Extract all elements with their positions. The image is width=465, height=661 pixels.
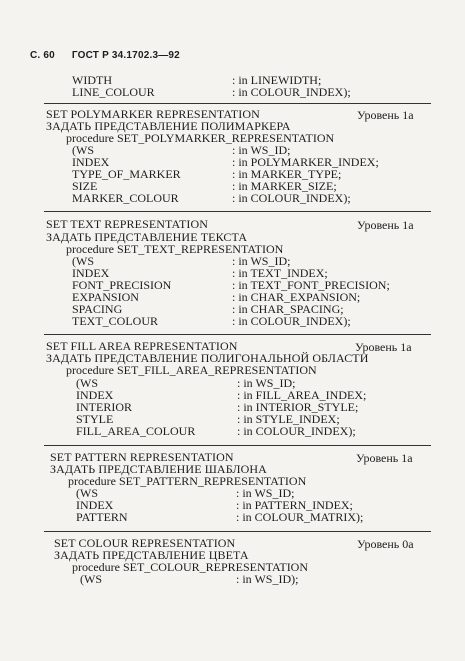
param-name: TEXT_COLOUR	[72, 314, 158, 328]
param-type: : in COLOUR_INDEX);	[237, 424, 356, 438]
section-title: SET FILL AREA REPRESENTATION	[46, 339, 238, 353]
param-name: PATTERN	[76, 510, 128, 524]
procedure-signature: procedure SET_FILL_AREA_REPRESENTATION	[66, 363, 317, 377]
param-type: : in LINEWIDTH;	[232, 73, 322, 87]
section-divider	[44, 445, 431, 446]
param-name: STYLE	[76, 412, 114, 426]
page-header	[30, 50, 194, 61]
param-name: FONT_PRECISION	[72, 278, 172, 292]
param-type: : in WS_ID;	[236, 486, 295, 500]
param-name: SPACING	[72, 302, 123, 316]
section-divider	[44, 531, 431, 532]
param-name: INDEX	[76, 498, 114, 512]
section-divider	[44, 211, 431, 212]
param-name: EXPANSION	[72, 290, 139, 304]
section-title: SET POLYMARKER REPRESENTATION	[46, 107, 260, 121]
level-label: Уровень 0а	[357, 537, 414, 551]
param-name: INTERIOR	[76, 400, 132, 414]
param-name: LINE_COLOUR	[72, 85, 155, 99]
param-name: SIZE	[72, 179, 98, 193]
param-type: : in COLOUR_MATRIX);	[236, 510, 364, 524]
param-type: : in COLOUR_INDEX);	[232, 191, 351, 205]
param-name: INDEX	[72, 266, 110, 280]
param-type: : in POLYMARKER_INDEX;	[232, 155, 379, 169]
param-name: MARKER_COLOUR	[72, 191, 179, 205]
procedure-signature: procedure SET_TEXT_REPRESENTATION	[66, 242, 284, 256]
param-name: (WS	[76, 376, 98, 390]
param-type: : in CHAR_SPACING;	[232, 302, 344, 316]
param-name: INDEX	[72, 155, 110, 169]
level-label: Уровень 1а	[356, 451, 413, 465]
param-type: : in MARKER_TYPE;	[232, 167, 342, 181]
param-type: : in TEXT_INDEX;	[232, 266, 328, 280]
param-name: (WS	[72, 254, 94, 268]
param-name: TYPE_OF_MARKER	[72, 167, 181, 181]
section-title: SET TEXT REPRESENTATION	[46, 217, 209, 231]
param-type: : in WS_ID;	[237, 376, 296, 390]
level-label: Уровень 1а	[355, 340, 412, 354]
section-divider	[44, 103, 431, 104]
standard-designation: ГОСТ Р 34.1702.3—92	[71, 50, 180, 61]
section-title-ru: ЗАДАТЬ ПРЕДСТАВЛЕНИЕ ПОЛИГОНАЛЬНОЙ ОБЛАСТИ	[46, 351, 369, 365]
param-type: : in TEXT_FONT_PRECISION;	[232, 278, 390, 292]
procedure-signature: procedure SET_COLOUR_REPRESENTATION	[72, 560, 309, 574]
param-name: (WS	[72, 143, 94, 157]
param-name: WIDTH	[72, 73, 112, 87]
param-type: : in WS_ID;	[232, 254, 291, 268]
param-type: : in CHAR_EXPANSION;	[232, 290, 361, 304]
param-type: : in WS_ID;	[232, 143, 291, 157]
procedure-signature: procedure SET_POLYMARKER_REPRESENTATION	[66, 131, 335, 145]
param-name: (WS	[76, 486, 98, 500]
level-label: Уровень 1а	[357, 108, 414, 122]
section-title-ru: ЗАДАТЬ ПРЕДСТАВЛЕНИЕ ПОЛИМАРКЕРА	[46, 119, 291, 133]
page-number: С. 60	[30, 50, 55, 61]
procedure-signature: procedure SET_PATTERN_REPRESENTATION	[68, 474, 307, 488]
param-name: INDEX	[76, 388, 114, 402]
level-label: Уровень 1а	[357, 218, 414, 232]
param-type: : in FILL_AREA_INDEX;	[237, 388, 367, 402]
param-type: : in PATTERN_INDEX;	[236, 498, 353, 512]
param-type: : in MARKER_SIZE;	[232, 179, 337, 193]
section-title: SET COLOUR REPRESENTATION	[54, 536, 236, 550]
param-name: (WS	[80, 572, 102, 586]
section-title-ru: ЗАДАТЬ ПРЕДСТАВЛЕНИЕ ТЕКСТА	[46, 230, 248, 244]
param-type: : in COLOUR_INDEX);	[232, 314, 351, 328]
param-type: : in STYLE_INDEX;	[237, 412, 340, 426]
section-title: SET PATTERN REPRESENTATION	[50, 450, 234, 464]
param-type: : in WS_ID);	[236, 572, 299, 586]
section-divider	[44, 334, 431, 335]
section-title-ru: ЗАДАТЬ ПРЕДСТАВЛЕНИЕ ШАБЛОНА	[50, 462, 267, 476]
param-type: : in COLOUR_INDEX);	[232, 85, 351, 99]
param-type: : in INTERIOR_STYLE;	[237, 400, 359, 414]
param-name: FILL_AREA_COLOUR	[76, 424, 196, 438]
section-title-ru: ЗАДАТЬ ПРЕДСТАВЛЕНИЕ ЦВЕТА	[54, 548, 249, 562]
